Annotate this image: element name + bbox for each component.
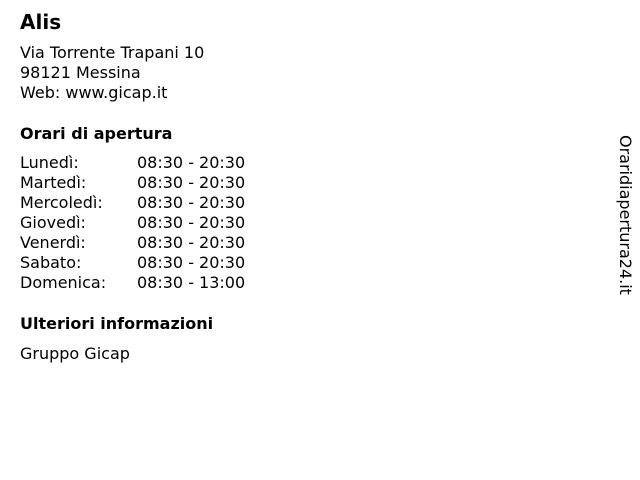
day-label: Martedì: — [20, 173, 87, 192]
more-info-heading: Ulteriori informazioni — [20, 314, 214, 333]
day-label: Venerdì: — [20, 233, 86, 252]
day-label: Giovedì: — [20, 213, 86, 232]
website-link[interactable]: www.gicap.it — [65, 83, 168, 102]
site-brand-vertical: Oraridiapertura24.it — [616, 135, 635, 295]
day-label: Sabato: — [20, 253, 82, 272]
hours-value: 08:30 - 20:30 — [137, 193, 246, 212]
hours-row-wednesday — [20, 193, 245, 213]
hours-value: 08:30 - 20:30 — [137, 213, 246, 232]
hours-row-tuesday — [20, 173, 245, 193]
hours-row-monday — [20, 153, 245, 173]
hours-value: 08:30 - 13:00 — [137, 273, 246, 292]
more-info-text: Gruppo Gicap — [20, 344, 130, 363]
opening-hours-table — [20, 153, 245, 293]
website-label: Web: — [20, 83, 61, 102]
hours-row-friday — [20, 233, 245, 253]
address-city: 98121 Messina — [20, 63, 141, 82]
hours-value: 08:30 - 20:30 — [137, 153, 246, 172]
day-label: Lunedì: — [20, 153, 79, 172]
day-label: Mercoledì: — [20, 193, 103, 212]
opening-hours-heading: Orari di apertura — [20, 124, 173, 143]
hours-row-saturday — [20, 253, 245, 273]
hours-row-sunday — [20, 273, 245, 293]
hours-value: 08:30 - 20:30 — [137, 173, 246, 192]
hours-value: 08:30 - 20:30 — [137, 253, 246, 272]
address-street: Via Torrente Trapani 10 — [20, 43, 205, 62]
hours-value: 08:30 - 20:30 — [137, 233, 246, 252]
hours-row-thursday — [20, 213, 245, 233]
website-line — [20, 83, 204, 103]
business-name: Alis — [20, 10, 62, 34]
day-label: Domenica: — [20, 273, 107, 292]
address-block — [20, 43, 204, 103]
